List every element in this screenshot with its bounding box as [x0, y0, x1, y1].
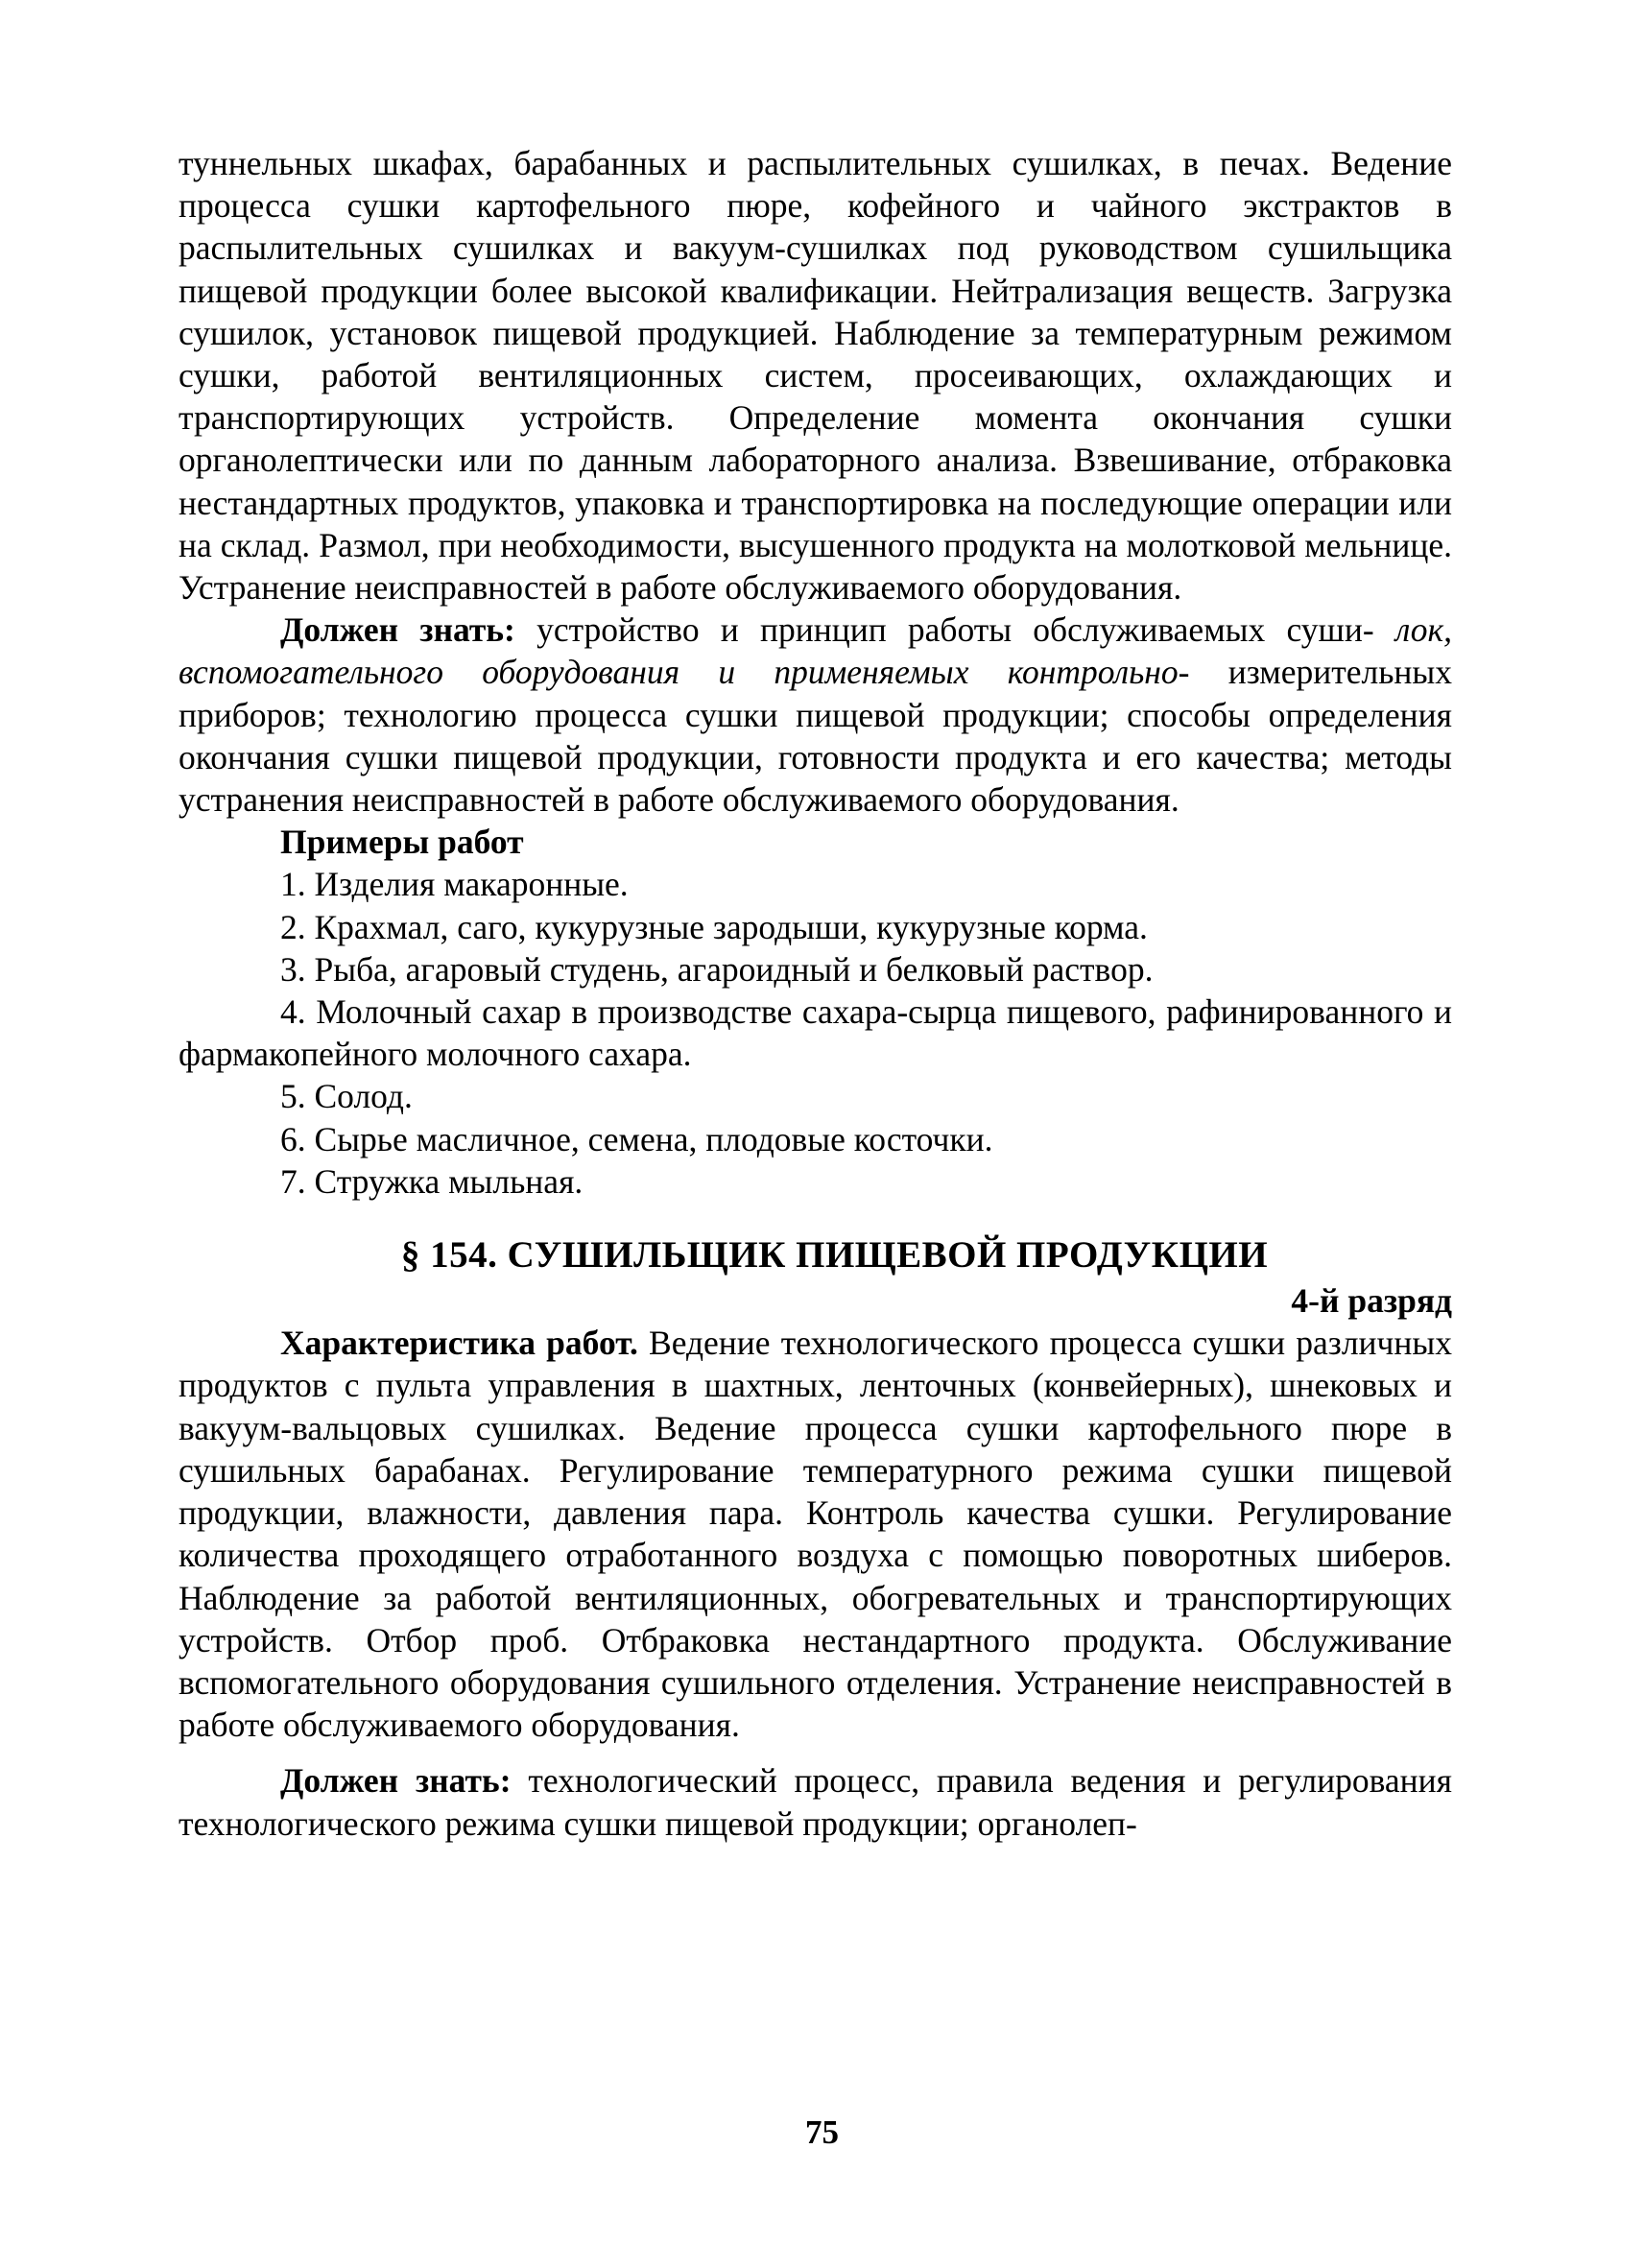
- must-know-paragraph-2: [179, 1759, 1452, 1844]
- example-item: 4. Молочный сахар в производстве сахара-сырца пищевого, рафинированного и фармакопейного молочного сахара.: [179, 992, 1452, 1074]
- must-know-text-2: технологический процесс, правила ведения и регулирования технологического режима сушки пищевой продукции; органолеп-: [179, 1761, 1452, 1843]
- example-item: 1. Изделия макаронные.: [280, 865, 629, 904]
- characteristics-label: Характеристика работ.: [280, 1324, 638, 1363]
- must-know-text-a: устройство и принцип работы обслуживаемых суши-: [514, 610, 1374, 650]
- example-item: 3. Рыба, агаровый студень, агароидный и белковый раствор.: [280, 949, 1154, 989]
- example-item: 7. Стружка мыльная.: [280, 1161, 584, 1201]
- must-know-text-b: измерительных приборов; технологию процесса сушки пищевой продукции; способы определения окончания сушки пищевой продукции, готовности продукта и его качества; методы устранения неисправностей в работе обслуживаемого оборудования.: [179, 653, 1452, 820]
- must-know-text-italic: лок, вспомогательного оборудования и применяемых контрольно-: [179, 610, 1453, 692]
- example-item: 2. Крахмал, саго, кукурузные зародыши, кукурузные корма.: [280, 907, 1148, 946]
- must-know-paragraph: [179, 609, 1452, 821]
- section-title: § 154. СУШИЛЬЩИК ПИЩЕВОЙ ПРОДУКЦИИ: [400, 1234, 1269, 1277]
- must-know-label: Должен знать:: [280, 610, 515, 650]
- characteristics-paragraph: [179, 1322, 1452, 1746]
- paragraph-continuation: туннельных шкафах, барабанных и распылительных сушилках, в печах. Ведение процесса сушки картофельного пюре, кофейного и чайного экстрактов в распылительных сушилках и вакуум-сушилках под руководством сушильщика пищевой продукции более высокой квалификации. Нейтрализация веществ. Загрузка сушилок, установок пищевой продукцией. Наблюдение за температурным режимом сушки, работой вентиляционных систем, просеивающих, охлаждающих и транспортирующих устройств. Определение момента окончания сушки органолептически или по данным лабораторного анализа. Взвешивание, отбраковка нестандартных продуктов, упаковка и транспортировка на последующие операции или на склад. Размол, при необходимости, высушенного продукта на молотковой мельнице. Устранение неисправностей в работе обслуживаемого оборудования.: [179, 144, 1452, 608]
- characteristics-text: Ведение технологического процесса сушки различных продуктов с пульта управления в шахтных, ленточных (конвейерных), шнековых и вакуум-вальцовых сушилках. Ведение процесса сушки картофельного пюре в сушильных барабанах. Регулирование температурного режима сушки пищевой продукции, влажности, давления пара. Контроль качества сушки. Регулирование количества проходящего отработанного воздуха с помощью поворотных шиберов. Наблюдение за работой вентиляционных, обогревательных и транспортирующих устройств. Отбор проб. Отбраковка нестандартного продукта. Обслуживание вспомогательного оборудования сушильного отделения. Устранение неисправностей в работе обслуживаемого оборудования.: [179, 1324, 1452, 1745]
- examples-title: Примеры работ: [280, 823, 524, 862]
- must-know-label-2: Должен знать:: [280, 1761, 512, 1801]
- example-item: 6. Сырье масличное, семена, плодовые косточки.: [280, 1119, 993, 1158]
- example-item: 5. Солод.: [280, 1077, 413, 1116]
- grade-label: 4-й разряд: [1291, 1281, 1452, 1321]
- page-number: 75: [805, 2113, 839, 2151]
